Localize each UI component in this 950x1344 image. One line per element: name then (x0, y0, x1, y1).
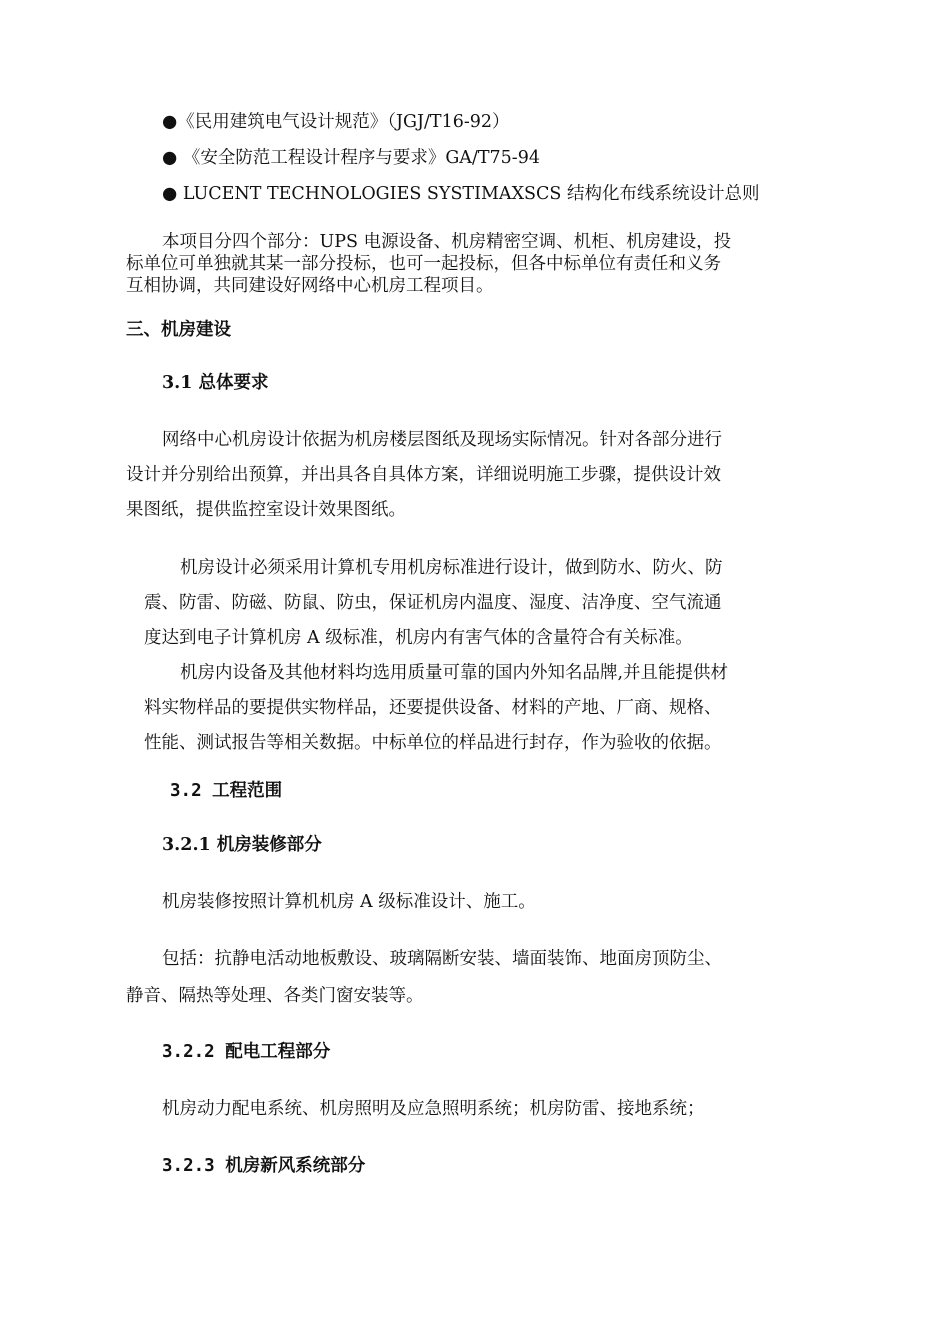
bullet-standard-2: ● 《安全防范工程设计程序与要求》GA/T75-94 (162, 148, 540, 168)
intro-line-3: 互相协调，共同建设好网络中心机房工程项目。 (126, 276, 494, 296)
intro-line-2: 标单位可单独就其某一部分投标，也可一起投标，但各中标单位有责任和义务 (126, 254, 721, 274)
section-3-2-2-title: 3.2.2 配电工程部分 (162, 1042, 331, 1062)
intro-line-1: 本项目分四个部分：UPS 电源设备、机房精密空调、机柜、机房建设，投 (162, 232, 732, 252)
section-3-2-3-title: 3.2.3 机房新风系统部分 (162, 1156, 366, 1176)
section-3-2-1-title: 3.2.1 机房装修部分 (162, 835, 322, 855)
s31-para3-line-2: 料实物样品的要提供实物样品，还要提供设备、材料的产地、厂商、规格、 (144, 698, 722, 718)
bullet-standard-1: ●《民用建筑电气设计规范》（JGJ/T16-92） (162, 112, 510, 132)
s31-para1-line-2: 设计并分别给出预算，并出具各自具体方案，详细说明施工步骤，提供设计效 (126, 465, 721, 485)
s31-para2-line-1: 机房设计必须采用计算机专用机房标准进行设计，做到防水、防火、防 (180, 558, 723, 578)
s31-para3-line-3: 性能、测试报告等相关数据。中标单位的样品进行封存，作为验收的依据。 (144, 733, 722, 753)
section-3-title: 三、机房建设 (126, 320, 231, 340)
s322-para: 机房动力配电系统、机房照明及应急照明系统；机房防雷、接地系统； (162, 1099, 705, 1119)
s321-para1: 机房装修按照计算机机房 A 级标准设计、施工。 (162, 892, 536, 912)
s31-para2-line-2: 震、防雷、防磁、防鼠、防虫，保证机房内温度、湿度、洁净度、空气流通 (144, 593, 722, 613)
bullet-standard-3: ● LUCENT TECHNOLOGIES SYSTIMAXSCS 结构化布线系统设计总则 (162, 184, 760, 204)
s31-para2-line-3: 度达到电子计算机房 A 级标准，机房内有害气体的含量符合有关标准。 (144, 628, 693, 648)
s321-para2-line-1: 包括：抗静电活动地板敷设、玻璃隔断安装、墙面装饰、地面房顶防尘、 (162, 949, 722, 969)
s321-para2-line-2: 静音、隔热等处理、各类门窗安装等。 (126, 986, 424, 1006)
section-3-2-title: 3.2 工程范围 (170, 781, 283, 801)
section-3-1-title: 3.1 总体要求 (162, 373, 269, 393)
s31-para1-line-1: 网络中心机房设计依据为机房楼层图纸及现场实际情况。针对各部分进行 (162, 430, 722, 450)
s31-para1-line-3: 果图纸，提供监控室设计效果图纸。 (126, 500, 406, 520)
s31-para3-line-1: 机房内设备及其他材料均选用质量可靠的国内外知名品牌,并且能提供材 (180, 663, 729, 683)
